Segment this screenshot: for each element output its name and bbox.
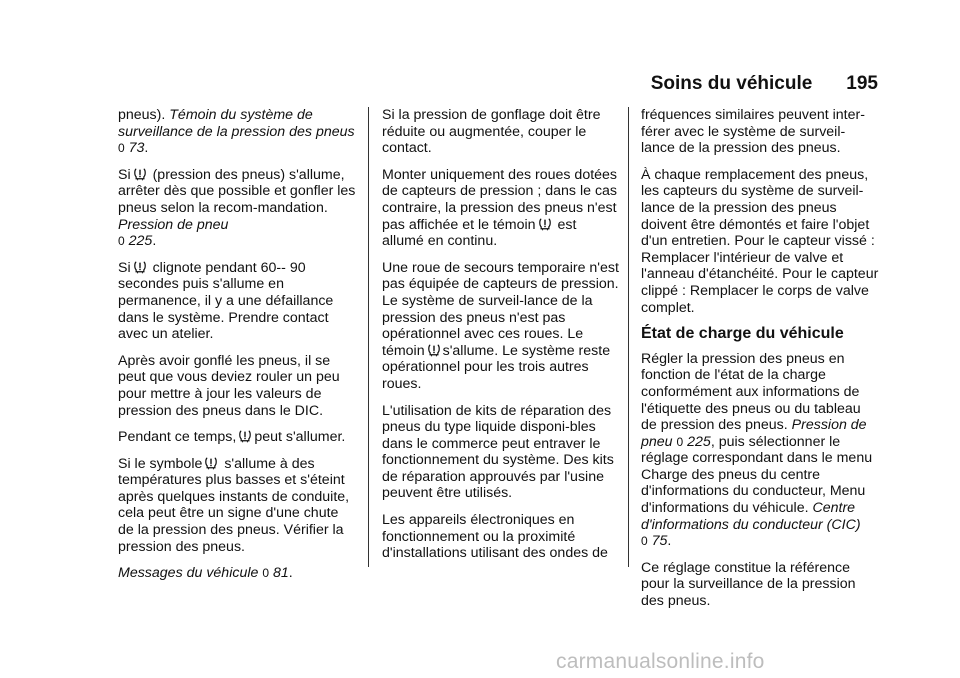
paragraph: Pendant ce temps, peut s'allumer. [118, 429, 346, 446]
tire-pressure-warning-icon [133, 260, 147, 274]
tire-pressure-warning-icon [238, 429, 252, 443]
paragraph: pneus). Témoin du système de surveillance de la pression des pneus 0 73. [118, 107, 355, 157]
page-number: 195 [846, 73, 878, 94]
cross-reference-link[interactable]: Pression de pneu 0 225 [641, 417, 867, 450]
tire-pressure-warning-icon [133, 167, 147, 181]
tire-pressure-warning-icon [538, 217, 552, 231]
paragraph: L'utilisation de kits de réparation des pneus du type liquide disponi-bles dans le commerce peut entraver le fonctionnement du système. Des kits de réparation approuvés par l'usine peuvent être utilisés. [382, 402, 614, 502]
cross-reference-link[interactable]: Messages du véhicule 0 81 [118, 565, 289, 582]
section-title: Soins du véhicule [650, 73, 813, 94]
column-2 [382, 107, 620, 572]
page-arrow-icon: 0 [118, 141, 125, 156]
paragraph: À chaque remplacement des pneus, les capteurs du système de surveil-lance de la pression des pneus doivent être démontés et faire l'objet d'un entretien. Pour le capteur vissé : Remplacer l'intérieur de valve et l'anneau d'étanchéité. Pour le capteur clippé : Remplacer le corps de valve complet. [641, 166, 879, 316]
paragraph: Si la pression de gonflage doit être réduite ou augmentée, couper le contact. [382, 107, 601, 157]
paragraph: fréquences similaires peuvent inter-férer avec le système de surveil-lance de la pression des pneus. [641, 107, 865, 157]
column-divider-1 [368, 107, 369, 567]
cross-reference-link[interactable]: Pression de pneu 0 225 [118, 216, 229, 250]
watermark: carmanualsonline.info [556, 650, 765, 673]
paragraph: Si clignote pendant 60-- 90 secondes puis s'allume en permanence, il y a une défaillance dans le système. Prendre contact avec un atelier. [118, 259, 334, 343]
paragraph: Les appareils électroniques en fonctionnement ou la proximité d'installations utilisant des ondes de [382, 512, 608, 562]
page-arrow-icon: 0 [262, 566, 270, 581]
paragraph: Monter uniquement des roues dotées de capteurs de pression ; dans le cas contraire, la pression des pneus n'est pas affichée et le témoin est allumé en continu. [382, 166, 618, 250]
paragraph: Après avoir gonflé les pneus, il se peut que vous deviez rouler un peu pour mettre à jour les valeurs de pression des pneus dans le DIC. [118, 352, 340, 419]
page-arrow-icon: 0 [118, 234, 125, 249]
paragraph: Ce réglage constitue la référence pour la surveillance de la pression des pneus. [641, 559, 856, 610]
page-header [651, 73, 878, 95]
paragraph: Régler la pression des pneus en fonction de l'état de la charge conformément aux informations de l'étiquette des pneus ou du tableau de pression des pneus. Pression de pneu 0 225, puis sélectionner le réglage correspondant dans le menu Charge des pneus du centre d'informations du conducteur, Menu d'informations du véhicule. Centre d'informations du conducteur (CIC) 0 75. [641, 350, 873, 550]
page-arrow-icon: 0 [641, 534, 648, 549]
tire-pressure-warning-icon [427, 343, 441, 357]
column-divider-2 [628, 107, 629, 567]
paragraph: Si le symbole s'allume à des températures plus basses et s'éteint après quelques instants de conduite, cela peut être un signe d'une chute de la pression des pneus. Vérifier la pression des pneus. [118, 455, 350, 555]
tire-pressure-warning-icon [204, 456, 218, 470]
cross-reference-link[interactable]: Centre d'informations du conducteur (CIC) 0 75 [641, 500, 861, 550]
column-3 [641, 107, 879, 620]
column-1 [118, 107, 356, 592]
section-heading: État de charge du véhicule [641, 325, 844, 343]
cross-reference-link[interactable]: Témoin du système de surveillance de la pression des pneus 0 73 [118, 107, 355, 157]
paragraph: Une roue de secours temporaire n'est pas équipée de capteurs de pression. Le système de surveil-lance de la pression des pneus n'est pas opérationnel avec ces roues. Le témoin s'allume. Le système reste opérationnel pour les trois autres roues. [382, 259, 619, 392]
page-arrow-icon: 0 [676, 434, 684, 449]
paragraph: Messages du véhicule 0 81. [118, 565, 293, 582]
paragraph: Si (pression des pneus) s'allume, arrêter dès que possible et gonfler les pneus selon la recom-mandation. Pression de pneu 0 225. [118, 166, 356, 250]
